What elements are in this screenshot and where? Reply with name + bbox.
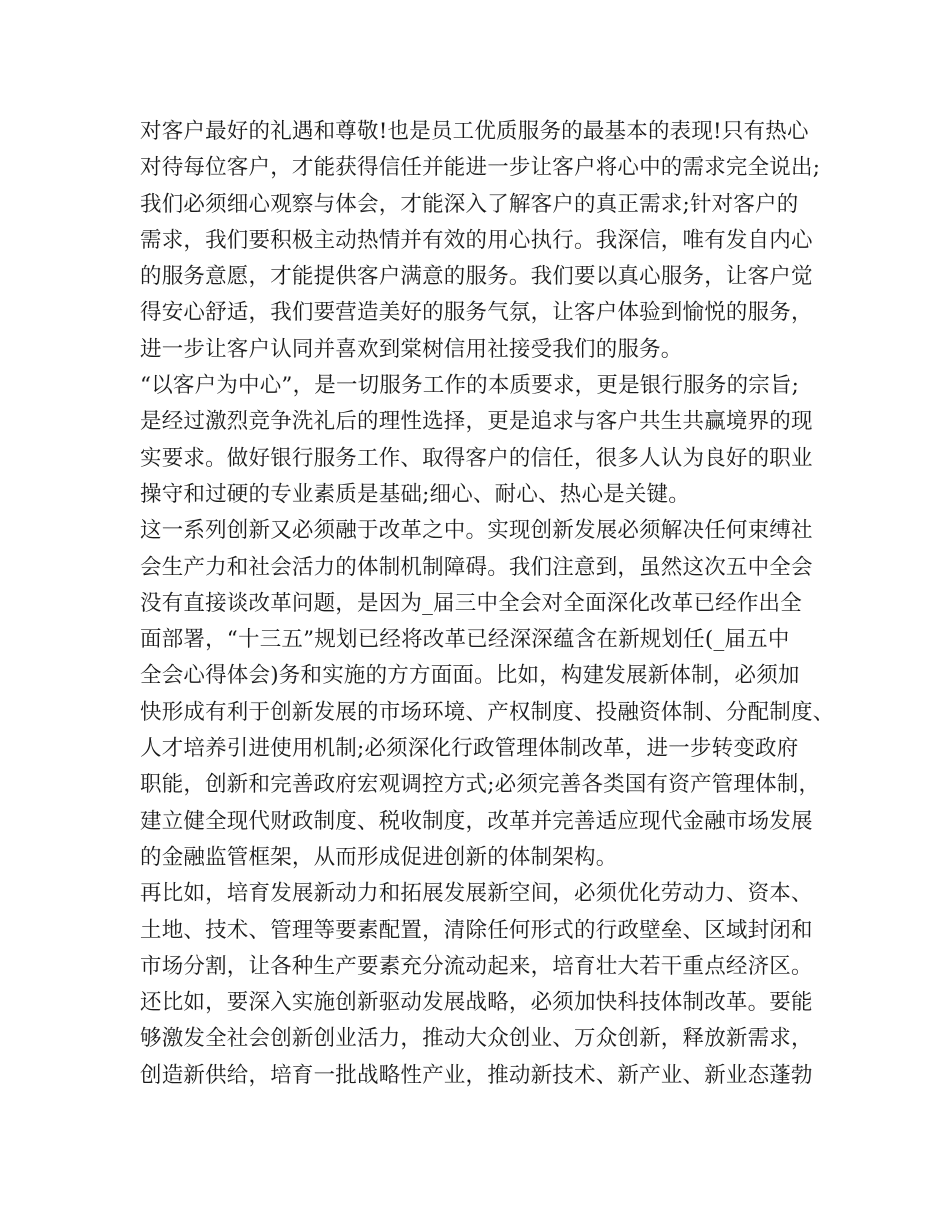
text-line: 的金融监管框架，从而形成促进创新的体制架构。 [140,844,618,870]
text-line: 够激发全社会创新创业活力，推动大众创业、万众创新，释放新需求， [140,1026,813,1052]
text-line: 创造新供给，培育一批战略性产业，推动新技术、新产业、新业态蓬勃 [140,1062,813,1088]
text-line: 职能，创新和完善政府宏观调控方式;必须完善各类国有资产管理体制， [140,772,821,798]
text-line: 还比如，要深入实施创新驱动发展战略，必须加快科技体制改革。要能 [140,990,813,1016]
text-line: 全会心得体会)务和实施的方方面面。比如，构建发展新体制，必须加 [140,663,800,689]
text-line: “以客户为中心”，是一切服务工作的本质要求，更是银行服务的宗旨; [140,373,800,399]
text-line: 没有直接谈改革问题，是因为_届三中全会对全面深化改革已经作出全 [140,590,802,616]
text-line: 对客户最好的礼遇和尊敬!也是员工优质服务的最基本的表现!只有热心 [140,119,809,144]
text-line: 需求，我们要积极主动热情并有效的用心执行。我深信，唯有发自内心 [140,227,813,253]
text-line: 会生产力和社会活力的体制机制障碍。我们注意到，虽然这次五中全会 [140,554,813,580]
body-text [140,114,840,1094]
text-line: 再比如，培育发展新动力和拓展发展新空间，必须优化劳动力、资本、 [140,881,813,907]
text-line: 面部署，“十三五”规划已经将改革已经深深蕴含在新规划任(_届五中 [140,627,790,653]
text-line: 我们必须细心观察与体会，才能深入了解客户的真正需求;针对客户的 [140,191,799,217]
text-line: 实要求。做好银行服务工作、取得客户的信任，很多人认为良好的职业 [140,445,813,471]
text-line: 快形成有利于创新发展的市场环境、产权制度、投融资体制、分配制度、 [140,699,835,725]
text-line: 这一系列创新又必须融于改革之中。实现创新发展必须解决任何束缚社 [140,518,813,544]
text-line: 土地、技术、管理等要素配置，清除任何形式的行政壁垒、区域封闭和 [140,917,813,943]
text-line: 得安心舒适，我们要营造美好的服务气氛，让客户体验到愉悦的服务， [140,300,813,326]
text-line: 人才培养引进使用机制;必须深化行政管理体制改革，进一步转变政府 [140,736,799,762]
text-line: 是经过激烈竞争洗礼后的理性选择，更是追求与客户共生共赢境界的现 [140,409,813,435]
text-line: 建立健全现代财政制度、税收制度，改革并完善适应现代金融市场发展 [140,808,813,834]
text-line: 对待每位客户，才能获得信任并能进一步让客户将心中的需求完全说出; [140,155,821,181]
text-line: 进一步让客户认同并喜欢到棠树信用社接受我们的服务。 [140,336,683,362]
text-line: 操守和过硬的专业素质是基础;细心、耐心、热心是关键。 [140,481,690,507]
text-line: 市场分割，让各种生产要素充分流动起来，培育壮大若干重点经济区。 [140,953,813,979]
text-line: 的服务意愿，才能提供客户满意的服务。我们要以真心服务，让客户觉 [140,264,813,290]
